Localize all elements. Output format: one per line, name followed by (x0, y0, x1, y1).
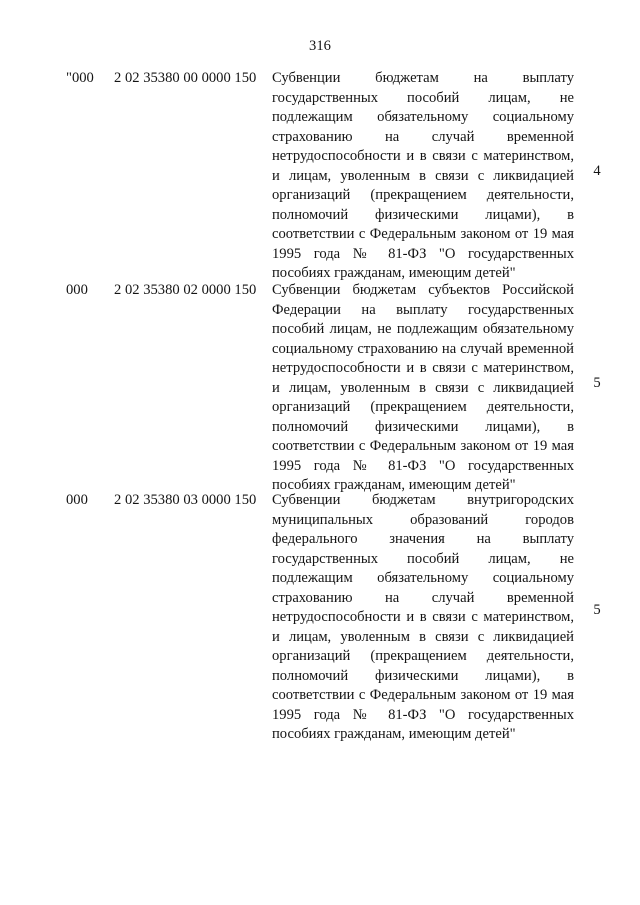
row-code: 000 (66, 282, 88, 298)
row-amount: 4 (593, 163, 601, 179)
row-amount: 5 (593, 375, 601, 391)
page-number: 316 (309, 38, 331, 54)
row-description: Субвенции бюджетам субъектов Российской Федерации на выплату государственных пособий лицам, не подлежащим обязательному социальному страхованию на случай временной нетрудоспособности и в связи с материнством, и лицам, уволенным в связи с ликвидацией организаций (прекращением деятельности, полномочий физическими лицами), в соответствии с Федеральным законом от 19 мая 1995 года № 81-ФЗ "О государственных пособиях гражданам, имеющим детей" (272, 282, 574, 493)
row-amount: 5 (593, 602, 601, 618)
row-code: "000 (66, 70, 94, 86)
row-description: Субвенции бюджетам на выплату государственных пособий лицам, не подлежащим обязательному социальному страхованию на случай временной нетрудоспособности и в связи с материнством, и лицам, уволенным в связи с ликвидацией организаций (прекращением деятельности, полномочий физическими лицами), в соответствии с Федеральным законом от 19 мая 1995 года № 81-ФЗ "О государственных пособиях гражданам, имеющим детей" (272, 70, 574, 281)
row-code: 000 (66, 492, 88, 508)
row-kbk-code: 2 02 35380 02 0000 150 (114, 282, 257, 298)
row-kbk-code: 2 02 35380 00 0000 150 (114, 70, 257, 86)
row-kbk-code: 2 02 35380 03 0000 150 (114, 492, 257, 508)
row-description: Субвенции бюджетам внутригородских муниципальных образований городов федерального значения на выплату государственных пособий лицам, не подлежащим обязательному социальному страхованию на случай временной нетрудоспособности и в связи с материнством, и лицам, уволенным в связи с ликвидацией организаций (прекращением деятельности, полномочий физическими лицами), в соответствии с Федеральным законом от 19 мая 1995 года № 81-ФЗ "О государственных пособиях гражданам, имеющим детей" (272, 492, 574, 742)
